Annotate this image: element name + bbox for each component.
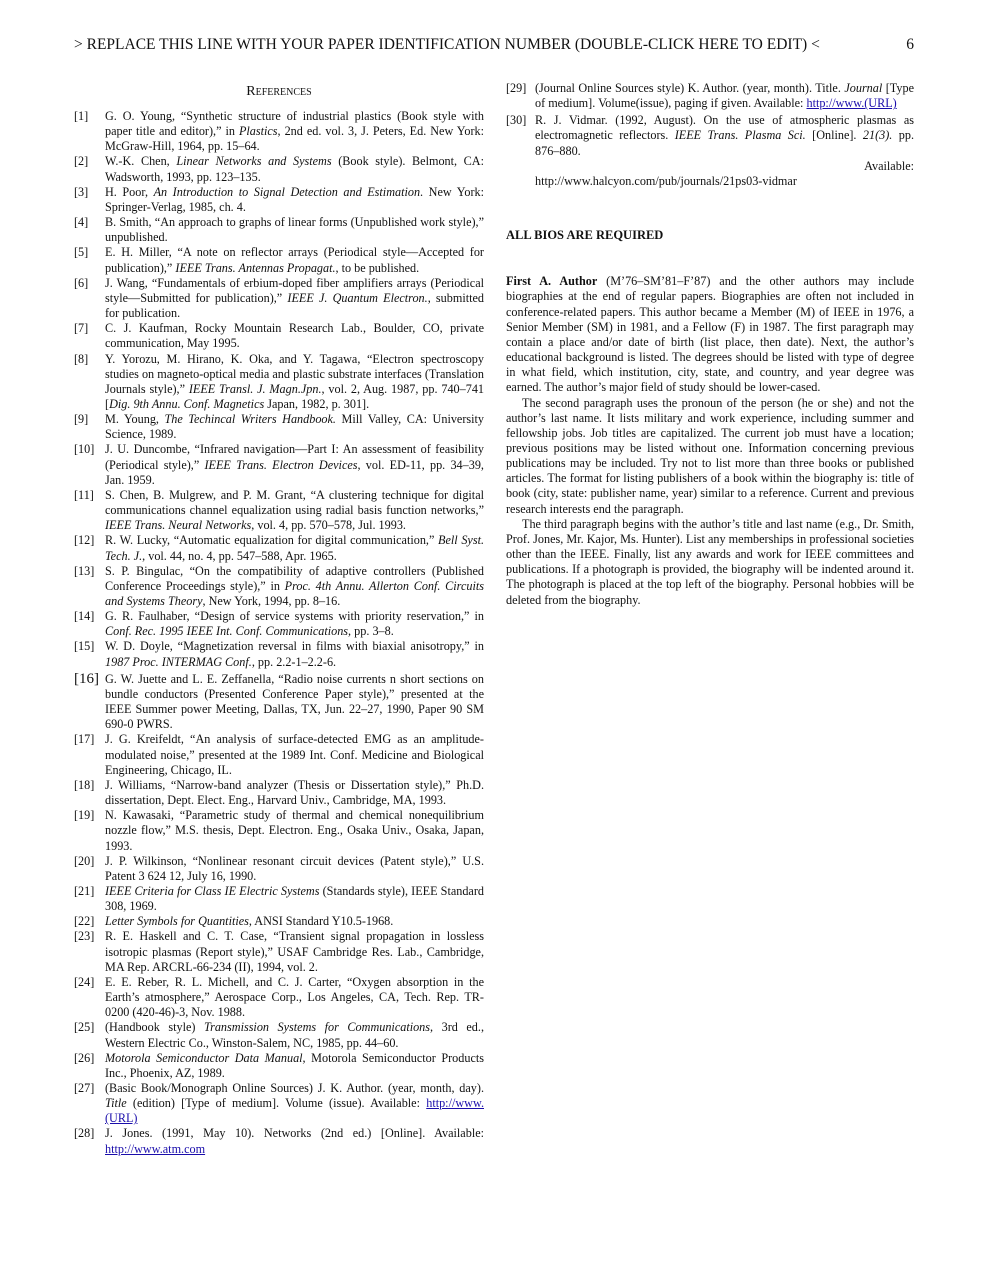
reference-item: [13] S. P. Bingulac, “On the compatibility of adaptive controllers (Published Conference Proceedings style),” in Proc. 4th Annu. Allerton Conf. Circuits and Systems Theory, New York, 1994, pp. 8–16. <box>74 563 484 608</box>
reference-number: [16] <box>74 670 99 687</box>
reference-item: [14] G. R. Faulhaber, “Design of service systems with priority reservation,” in Conf. Rec. 1995 IEEE Int. Conf. Communications, pp. 3–8. <box>74 609 484 639</box>
left-column <box>74 81 484 1157</box>
reference-number: [1] <box>74 109 89 123</box>
author-biography: First A. Author (M’76–SM’81–F’87) and the other authors may include biographies at the end of regular papers. Biographies are often not included in conference-related papers. This author became a Member (M) of IEEE in 1976, a Senior Member (SM) in 1981, and a Fellow (F) in 1987. The first paragraph may contain a place and/or date of birth (list place, then date). Next, the author’s educational background is listed. The degrees should be listed with type of degree in what field, which institution, city, state, and country, and year degree was earned. The author’s major field of study should be lower-cased. The second paragraph uses the pronoun of the person (he or she) and not the author’s last name. It lists military and work experience, including summer and fellowship jobs. Job titles are capitalized. The current job must have a location; previous positions may be listed without one. Information concerning previous publications may be included. Try not to list more than three books or published articles. The format for listing publishers of a book within the biography is: title of book (city, state: publisher name, year) similar to a reference. Current and previous research interests end the paragraph. The third paragraph begins with the author’s title and last name (e.g., Dr. Smith, Prof. Jones, Mr. Kajor, Ms. Hunter). List any memberships in professional societies other than the IEEE. Finally, list any awards and work for IEEE committees and publications. If a photograph is provided, the biography will be indented around it. The photograph is placed at the top left of the biography. Personal hobbies will be deleted from the biography. <box>506 274 914 607</box>
reference-item: [20] J. P. Wilkinson, “Nonlinear resonant circuit devices (Patent style),” U.S. Patent 3 624 12, July 16, 1990. <box>74 853 484 883</box>
reference-url-text: http://www.halcyon.com/pub/journals/21ps03-vidmar <box>535 173 797 188</box>
reference-item: [12] R. W. Lucky, “Automatic equalization for digital communication,” Bell Syst. Tech. J., vol. 44, no. 4, pp. 547–588, Apr. 1965. <box>74 533 485 563</box>
reference-item: [30] R. J. Vidmar. (1992, August). On the use of atmospheric plasmas as electromagnetic reflectors. IEEE Trans. Plasma Sci. [Online]. 21(3). pp. 876–880. Available: http://www.halcyon.com/pub/journals/21ps03-vidmar <box>506 113 915 188</box>
reference-item: [21] IEEE Criteria for Class IE Electric Systems (Standards style), IEEE Standard 308, 1969. <box>74 883 484 914</box>
reference-number: [10] <box>74 442 95 457</box>
reference-item: [17] J. G. Kreifeldt, “An analysis of surface-detected EMG as an amplitude-modulated noise,” presented at the 1989 Int. Conf. Medicine and Biological Engineering, Chicago, IL. <box>74 732 484 777</box>
bio-paragraph: The second paragraph uses the pronoun of the person (he or she) and not the author’s last name. It lists military and work experience, including summer and fellowship jobs. Job titles are capitalized. The current job must have a location; previous positions may be listed without one. Information concerning previous publications may be included. Try not to list more than three books or published articles. The format for listing publishers of a book within the biography is: title of book (city, state: publisher name, year) similar to a reference. Current and previous research interests end the paragraph. <box>506 395 914 516</box>
reference-link[interactable]: http://www.(URL) <box>806 96 897 111</box>
author-name: First A. Author <box>506 274 598 289</box>
reference-item: [26] Motorola Semiconductor Data Manual, Motorola Semiconductor Products Inc., Phoenix, AZ, 1989. <box>74 1050 484 1080</box>
reference-number: [14] <box>74 609 95 624</box>
reference-number: [4] <box>74 215 89 230</box>
reference-number: [19] <box>74 808 95 823</box>
right-column <box>506 81 914 608</box>
bio-paragraph: The third paragraph begins with the author’s title and last name (e.g., Dr. Smith, Prof. Jones, Mr. Kajor, Ms. Hunter). List any memberships in professional societies other than the IEEE. Finally, list any awards and work for IEEE committees and publications. If a photograph is provided, the biography will be indented around it. The photograph is placed at the top left of the biography. Personal hobbies will be deleted from the biography. <box>506 516 914 607</box>
reference-item: [2] W.-K. Chen, Linear Networks and Systems (Book style). Belmont, CA: Wadsworth, 1993, pp. 123–135. <box>74 154 484 184</box>
reference-number: [23] <box>74 929 95 944</box>
bios-required-heading: ALL BIOS ARE REQUIRED <box>506 228 664 243</box>
reference-number: [8] <box>74 351 89 366</box>
reference-number: [2] <box>74 154 89 169</box>
reference-item: [15] W. D. Doyle, “Magnetization reversal in films with biaxial anisotropy,” in 1987 Proc. INTERMAG Conf., pp. 2.2-1–2.2-6. <box>74 639 484 669</box>
reference-item: [10] J. U. Duncombe, “Infrared navigation—Part I: An assessment of feasibility (Periodical style),” IEEE Trans. Electron Devices, vol. ED-11, pp. 34–39, Jan. 1959. <box>74 442 484 487</box>
reference-number: [7] <box>74 321 89 336</box>
reference-item: [16] G. W. Juette and L. E. Zeffanella, “Radio noise currents n short sections on bundle conductors (Presented Conference Paper style),” presented at the IEEE Summer power Meeting, Dallas, TX, Jun. 22–27, 1990, Paper 90 SM 690-0 PWRS. <box>74 670 484 732</box>
reference-number: [5] <box>74 245 89 260</box>
reference-number: [22] <box>74 914 95 929</box>
reference-item: [25] (Handbook style) Transmission Systems for Communications, 3rd ed., Western Electric Co., Winston-Salem, NC, 1985, pp. 44–60. <box>74 1020 484 1050</box>
reference-number: [28] <box>74 1126 95 1141</box>
references-heading: References <box>246 84 312 99</box>
reference-item: [11] S. Chen, B. Mulgrew, and P. M. Grant, “A clustering technique for digital communications channel equalization using radial basis function networks,” IEEE Trans. Neural Networks, vol. 4, pp. 570–578, Jul. 1993. <box>74 487 484 533</box>
reference-item: [7] C. J. Kaufman, Rocky Mountain Research Lab., Boulder, CO, private communication, May 1995. <box>74 321 484 351</box>
reference-item: [29] (Journal Online Sources style) K. Author. (year, month). Title. Journal [Type of medium]. Volume(issue), paging if given. Available: http://www.(URL) <box>506 81 914 111</box>
reference-item: [23] R. E. Haskell and C. T. Case, “Transient signal propagation in lossless isotropic plasmas (Report style),” USAF Cambridge Res. Lab., Cambridge, MA Rep. ARCRL-66-234 (II), 1994, vol. 2. <box>74 929 484 974</box>
reference-number: [9] <box>74 412 89 427</box>
reference-number: [12] <box>74 533 95 548</box>
reference-number: [24] <box>74 974 95 989</box>
reference-item: [24] E. E. Reber, R. L. Michell, and C. J. Carter, “Oxygen absorption in the Earth’s atmosphere,” Aerospace Corp., Los Angeles, CA, Tech. Rep. TR-0200 (420-46)-3, Nov. 1988. <box>74 974 484 1020</box>
reference-item: [5] E. H. Miller, “A note on reflector arrays (Periodical style—Accepted for publication),” IEEE Trans. Antennas Propagat., to be published. <box>74 245 484 275</box>
reference-item: [28] J. Jones. (1991, May 10). Networks (2nd ed.) [Online]. Available: http://www.atm.com <box>74 1126 484 1156</box>
reference-item: [19] N. Kawasaki, “Parametric study of thermal and chemical nonequilibrium nozzle flow,” M.S. thesis, Dept. Electron. Eng., Osaka Univ., Osaka, Japan, 1993. <box>74 808 484 853</box>
reference-link[interactable]: http://www.atm.com <box>105 1141 206 1156</box>
reference-item: [27] (Basic Book/Monograph Online Sources) J. K. Author. (year, month, day). Title (edition) [Type of medium]. Volume (issue). Available: http://www.(URL) <box>74 1081 484 1126</box>
reference-number: [30] <box>506 113 527 128</box>
reference-number: [3] <box>74 184 89 199</box>
reference-item: [18] J. Williams, “Narrow-band analyzer (Thesis or Dissertation style),” Ph.D. dissertation, Dept. Elect. Eng., Harvard Univ., Cambridge, MA, 1993. <box>74 777 484 808</box>
reference-item: [8] Y. Yorozu, M. Hirano, K. Oka, and Y. Tagawa, “Electron spectroscopy studies on magneto-optical media and plastic substrate interfaces (Translation Journals style),” IEEE Transl. J. Magn.Jpn., vol. 2, Aug. 1987, pp. 740–741 [Dig. 9th Annu. Conf. Magnetics Japan, 1982, p. 301]. <box>74 351 485 411</box>
reference-number: [21] <box>74 883 95 898</box>
reference-number: [15] <box>74 639 95 654</box>
paper-id-placeholder[interactable]: > REPLACE THIS LINE WITH YOUR PAPER IDENTIFICATION NUMBER (DOUBLE-CLICK HERE TO EDIT) < <box>74 36 820 53</box>
reference-link[interactable]: http://www.(URL) <box>105 1096 484 1126</box>
reference-item: [1] G. O. Young, “Synthetic structure of industrial plastics (Book style with paper title and editor),” in Plastics, 2nd ed. vol. 3, J. Peters, Ed. New York: McGraw-Hill, 1964, pp. 15–64. <box>74 109 484 154</box>
reference-number: [18] <box>74 777 95 792</box>
reference-number: [25] <box>74 1020 95 1035</box>
page-header[interactable] <box>74 36 916 54</box>
reference-item: [22] Letter Symbols for Quantities, ANSI Standard Y10.5-1968. <box>74 914 394 929</box>
reference-number: [26] <box>74 1050 95 1065</box>
reference-item: [3] H. Poor, An Introduction to Signal Detection and Estimation. New York: Springer-Verlag, 1985, ch. 4. <box>74 184 484 214</box>
reference-number: [11] <box>74 487 94 502</box>
reference-number: [29] <box>506 81 527 95</box>
reference-item: [4] B. Smith, “An approach to graphs of linear forms (Unpublished work style),” unpublished. <box>74 215 484 245</box>
reference-number: [13] <box>74 563 95 578</box>
reference-number: [20] <box>74 853 95 868</box>
page-number: 6 <box>906 36 914 53</box>
reference-number: [27] <box>74 1081 95 1095</box>
reference-item: [9] M. Young, The Techincal Writers Handbook. Mill Valley, CA: University Science, 1989. <box>74 412 484 442</box>
reference-number: [17] <box>74 732 95 747</box>
reference-item: [6] J. Wang, “Fundamentals of erbium-doped fiber amplifiers arrays (Periodical style—Submitted for publication),” IEEE J. Quantum Electron., submitted for publication. <box>74 275 484 321</box>
reference-number: [6] <box>74 275 89 290</box>
